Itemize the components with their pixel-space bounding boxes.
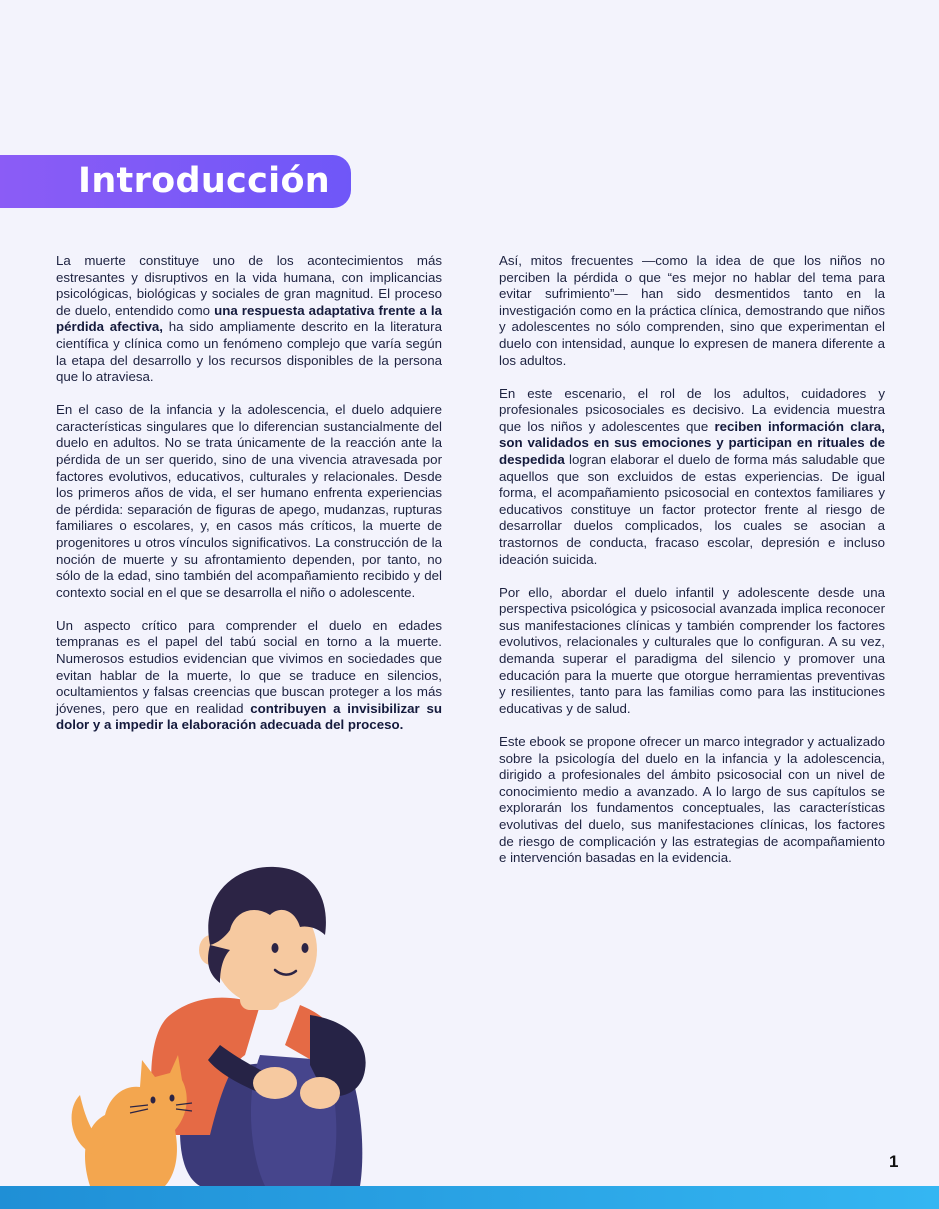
paragraph bbox=[56, 402, 442, 601]
body-text: logran elaborar el duelo de forma más saludable que aquellos que son excluidos de estas experiencias. De igual forma, el acompañamiento psicosocial en contextos familiares y educativos constituye un factor protector frente al riesgo de desarrollar duelos complicados, los cuales se asocian a trastornos de conducta, fracaso escolar, depresión e incluso ideación suicida. bbox=[499, 452, 885, 567]
page-title: Introducción bbox=[78, 161, 331, 201]
body-text: Este ebook se propone ofrecer un marco integrador y actualizado sobre la psicología del duelo en la infancia y la adolescencia, dirigido a profesionales del ámbito psicosocial con un nivel de conocimiento medio a avanzado. A lo largo de sus capítulos se explorarán los fundamentos conceptuales, las características evolutivas del duelo, sus manifestaciones clínicas, los factores de riesgo de complicación y las estrategias de acompañamiento e intervención basadas en la evidencia. bbox=[499, 733, 885, 866]
paragraph bbox=[499, 253, 885, 369]
body-text: En este escenario, el rol de los adultos, cuidadores y profesionales psicosociales es decisivo. La evidencia muestra que los niños y adolescentes que bbox=[499, 385, 885, 434]
paragraph bbox=[499, 585, 885, 718]
bold-text: reciben información clara, son validados en sus emociones y participan en rituales de despedida bbox=[499, 418, 885, 468]
right-column bbox=[499, 253, 885, 883]
paragraph bbox=[56, 618, 442, 734]
paragraph bbox=[56, 253, 442, 386]
page-number: 1 bbox=[889, 1152, 899, 1171]
bold-text: contribuyen a invisibilizar su dolor y a impedir la elaboración adecuada del proceso. bbox=[56, 700, 442, 733]
body-text: Así, mitos frecuentes —como la idea de que los niños no perciben la pérdida o que “es mejor no hablar del tema para evitar sufrimiento”— han sido desmentidos tanto en la investigación como en la práctica clínica, demostrando que niños y adolescentes no sólo comprenden, sino que experimentan el duelo con intensidad, aunque lo expresen de manera diferente a los adultos. bbox=[499, 253, 885, 368]
body-text: ha sido ampliamente descrito en la literatura científica y clínica como un fenómeno complejo que varía según la etapa del desarrollo y los recursos disponibles de la persona que lo atraviesa. bbox=[56, 319, 442, 385]
paragraph bbox=[499, 734, 885, 867]
body-text: La muerte constituye uno de los acontecimientos más estresantes y disruptivos en la vida humana, con implicancias psicológicas, biológicas y sociales de gran magnitud. El proceso de duelo, entendido como bbox=[56, 253, 442, 318]
bold-text: una respuesta adaptativa frente a la pérdida afectiva, bbox=[56, 302, 442, 335]
title-banner bbox=[0, 155, 351, 208]
left-column bbox=[56, 253, 442, 751]
body-text: Por ello, abordar el duelo infantil y adolescente desde una perspectiva psicológica y psicosocial avanzada implica reconocer sus manifestaciones clínicas y también comprender los factores evolutivos, relacionales y culturales que lo configuran. A su vez, demanda superar el paradigma del silencio y promover una educación para la muerte que otorgue herramientas preventivas y resilientes, tanto para las familias como para las instituciones educativas y de salud. bbox=[499, 584, 885, 716]
child-with-cat-illustration bbox=[70, 855, 390, 1186]
body-text: Un aspecto crítico para comprender el duelo en edades tempranas es el papel del tabú social en torno a la muerte. Numerosos estudios evidencian que vivimos en sociedades que evitan hablar de la muerte, lo que se traduce en silencios, ocultamientos y falsas creencias que buscan proteger a los más jóvenes, pero que en realidad bbox=[56, 617, 442, 716]
footer-bar bbox=[0, 1186, 939, 1209]
paragraph bbox=[499, 386, 885, 569]
body-text: En el caso de la infancia y la adolescencia, el duelo adquiere características singulares que lo diferencian sustancialmente del duelo en adultos. No se trata únicamente de la reacción ante la pérdida de un ser querido, sino de una vivencia atravesada por factores evolutivos, educativos, culturales y relacionales. Desde los primeros años de vida, el ser humano enfrenta experiencias de pérdida: separación de figuras de apego, mudanzas, rupturas familiares o escolares, y, en casos más críticos, la muerte de progenitores u otros vínculos significativos. La construcción de la noción de muerte y su afrontamiento dependen, por tanto, no sólo de la edad, sino también del acompañamiento recibido y del contexto social en el que se desarrolla el niño o adolescente. bbox=[56, 402, 442, 600]
